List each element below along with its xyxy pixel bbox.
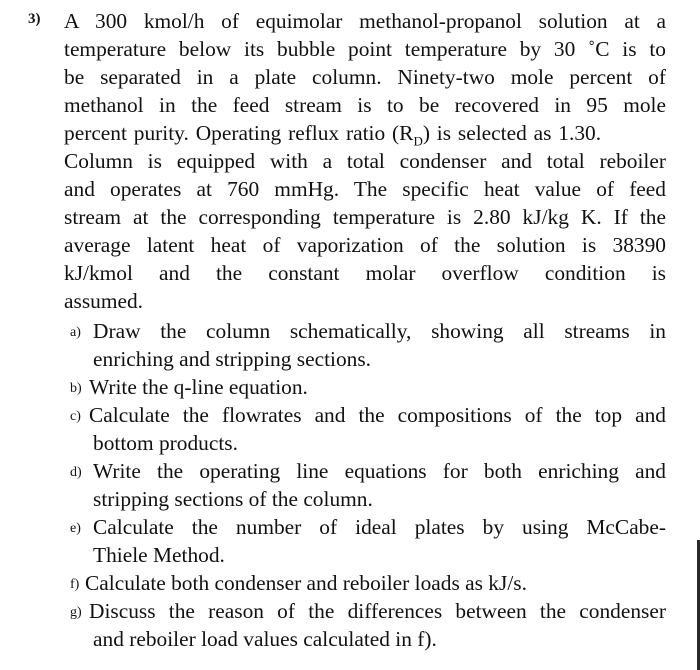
part-a-text: Draw the column schematically, showing all streams in — [93, 319, 666, 343]
part-d-text: Write the operating line equations for both enriching and — [93, 459, 666, 483]
reflux-subscript: D — [413, 133, 423, 149]
question-text-line-reflux — [64, 119, 666, 147]
part-a-text: enriching and stripping sections. — [93, 347, 372, 371]
part-c-text: bottom products. — [93, 431, 238, 455]
part-f-label: f) — [70, 577, 80, 592]
reflux-suffix: ) is selected as 1.30. — [422, 121, 602, 145]
part-c-label: c) — [70, 409, 81, 424]
part-e-text: Thiele Method. — [93, 543, 225, 567]
part-g-text: Discuss the reason of the differences between the condenser — [89, 599, 666, 623]
question-text-line: and operates at 760 mmHg. The specific heat value of feed — [64, 177, 666, 201]
reflux-text: percent purity. Operating reflux ratio (R — [64, 121, 414, 145]
part-f-text: Calculate both condenser and reboiler loads as kJ/s. — [85, 571, 527, 595]
part-g-label: g) — [70, 605, 82, 620]
question-text-line: average latent heat of vaporization of the solution is 38390 — [64, 233, 666, 257]
question-number: 3) — [28, 11, 41, 27]
part-b-label: b) — [70, 381, 82, 396]
part-d-label: d) — [70, 465, 82, 480]
question-text-line: temperature below its bubble point temperature by 30 ˚C is to — [64, 37, 666, 61]
part-g-text: and reboiler load values calculated in f). — [93, 627, 437, 651]
question-text-line: A 300 kmol/h of equimolar methanol-propanol solution at a — [64, 9, 666, 33]
question-text-line: be separated in a plate column. Ninety-two mole percent of — [64, 65, 666, 89]
question-text-line: assumed. — [64, 289, 144, 313]
question-text-line: methanol in the feed stream is to be recovered in 95 mole — [64, 93, 666, 117]
part-b-text: Write the q-line equation. — [89, 375, 308, 399]
part-e-text: Calculate the number of ideal plates by using McCabe- — [93, 515, 666, 539]
question-text-line: stream at the corresponding temperature is 2.80 kJ/kg K. If the — [64, 205, 666, 229]
question-text-line: Column is equipped with a total condenser and total reboiler — [64, 149, 666, 173]
part-e-label: e) — [70, 521, 81, 536]
question-text-line: kJ/kmol and the constant molar overflow condition is — [64, 261, 666, 285]
part-c-text: Calculate the flowrates and the compositions of the top and — [89, 403, 666, 427]
part-a-label: a) — [70, 325, 81, 340]
part-d-text: stripping sections of the column. — [93, 487, 373, 511]
